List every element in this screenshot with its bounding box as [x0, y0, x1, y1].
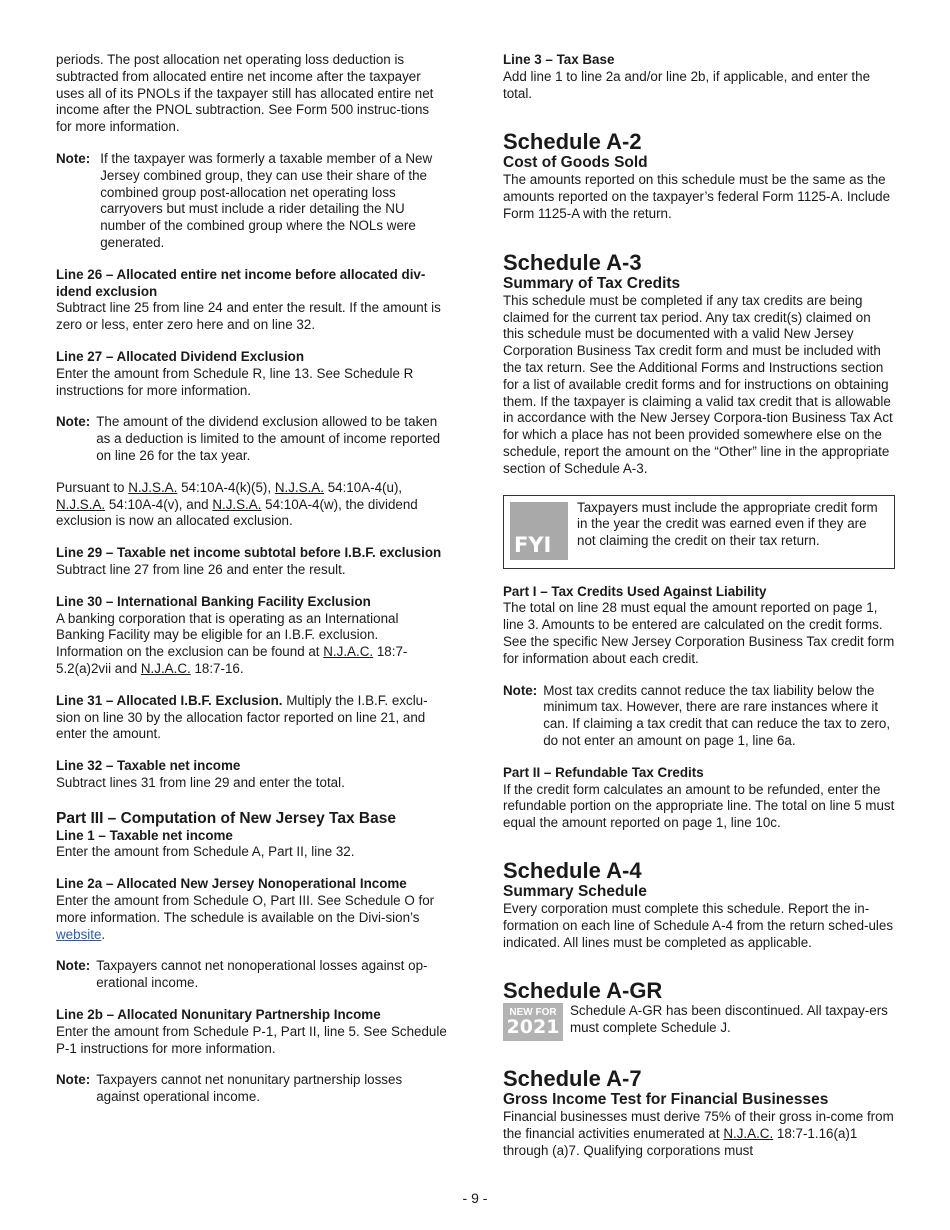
pursuant-paragraph	[56, 480, 448, 530]
schedule-a4-subtitle: Summary Schedule	[503, 882, 647, 900]
line-26-text: Subtract line 25 from line 24 and enter the result. If the amount is zero or less, enter zero here and on line 32.	[56, 300, 441, 333]
line-29-text: Subtract line 27 from line 26 and enter the result.	[56, 561, 346, 577]
schedule-a4-section	[503, 859, 895, 951]
schedule-a7-title: Schedule A-7	[503, 1066, 642, 1092]
part-1-heading: Part I – Tax Credits Used Against Liability	[503, 583, 767, 599]
text-run: 54:10A-4(w), the dividend exclusion is now an allocated exclusion.	[56, 496, 418, 529]
text-run: Enter the amount from Schedule O, Part III. See Schedule O for more information. The schedule is available on the Divi-sion’s	[56, 893, 435, 925]
note-nonunitary-losses	[56, 1072, 448, 1106]
text-run: Financial businesses must derive 75% of their gross in-come from the financial activities enumerated at	[503, 1109, 894, 1142]
note-text: Taxpayers cannot net nonoperational losses against op-erational income.	[96, 958, 428, 991]
note-dividend-exclusion	[56, 414, 448, 464]
fyi-callout-box	[503, 495, 895, 569]
line-27-section	[56, 349, 448, 399]
schedule-a7-text	[503, 1109, 895, 1159]
badge-top-text: NEW FOR	[509, 1006, 557, 1018]
schedule-a4-text: Every corporation must complete this schedule. Report the in-formation on each line of Schedule A-4 from the return sched-ules indicated. All lines must be completed as applicable.	[503, 900, 894, 950]
line-32-heading: Line 32 – Taxable net income	[56, 758, 241, 774]
line-30-heading: Line 30 – International Banking Facility Exclusion	[56, 593, 371, 609]
note-label: Note:	[56, 150, 91, 166]
line-27-text: Enter the amount from Schedule R, line 13. See Schedule R instructions for more information.	[56, 365, 414, 398]
left-column	[56, 52, 448, 1121]
code-reference: N.J.A.C.	[723, 1126, 774, 1142]
schedule-a2-section	[503, 130, 895, 222]
statute-reference: N.J.S.A.	[128, 479, 178, 495]
line-31-section	[56, 693, 448, 743]
line-3-heading: Line 3 – Tax Base	[503, 52, 615, 67]
note-label: Note:	[503, 682, 538, 698]
line-2b-section	[56, 1007, 448, 1057]
line-3-text: Add line 1 to line 2a and/or line 2b, if applicable, and enter the total.	[503, 68, 871, 101]
text-run: 18:7-16.	[190, 660, 244, 676]
part-2-heading: Part II – Refundable Tax Credits	[503, 764, 704, 780]
schedule-agr-text: Schedule A-GR has been discontinued. All taxpay-ers must complete Schedule J.	[570, 1003, 888, 1036]
schedule-agr-title: Schedule A-GR	[503, 978, 663, 1004]
note-text: The amount of the dividend exclusion allowed to be taken as a deduction is limited to the amount of income reported on line 26 for the tax year.	[96, 414, 441, 463]
line-32-section	[56, 758, 448, 792]
agr-notice-row	[503, 1003, 895, 1041]
line-2a-section	[56, 876, 448, 943]
website-link[interactable]: website	[56, 926, 102, 942]
statute-reference: N.J.S.A.	[212, 496, 262, 512]
line-1-text: Enter the amount from Schedule A, Part II, line 32.	[56, 844, 355, 860]
badge-year-text: 2021	[506, 1015, 560, 1038]
line-26-heading: Line 26 – Allocated entire net income before allocated div-idend exclusion	[56, 266, 426, 299]
part-1-text: The total on line 28 must equal the amount reported on page 1, line 3. Amounts to be entered are calculated on the credit forms. See the specific New Jersey Corporation Business Tax credit form for information about each credit.	[503, 600, 895, 666]
schedule-a3-text: This schedule must be completed if any tax credits are being claimed for the current tax period. Any tax credit(s) claimed on this schedule must be documented with a valid New Jersey Corporation Business Tax credit form and must be included with the tax return. See the Additional Forms and Instructions section for a list of available credit forms and for instructions on obtaining them. If the taxpayer is claiming a valid tax credit that is allowable in accordance with the New Jersey Corpora-tion Business Tax Act for which a place has not been provided somewhere else on the schedule, report the amount on the “Other” line in the appropriate section of Schedule A-3.	[503, 292, 893, 476]
line-30-text	[56, 611, 448, 678]
line-27-heading: Line 27 – Allocated Dividend Exclusion	[56, 348, 305, 364]
line-2a-heading: Line 2a – Allocated New Jersey Nonoperational Income	[56, 876, 407, 892]
fyi-icon	[510, 502, 568, 560]
code-reference: N.J.A.C.	[323, 644, 374, 660]
note-nonoperational-losses	[56, 958, 448, 992]
line-2a-text	[56, 893, 448, 943]
note-text: Taxpayers cannot net nonunitary partnership losses against operational income.	[96, 1072, 403, 1105]
part-3-heading: Part III – Computation of New Jersey Tax Base	[56, 809, 396, 827]
schedule-a2-title: Schedule A-2	[503, 129, 642, 155]
part-1-section	[503, 584, 895, 668]
part-2-section	[503, 765, 895, 832]
note-label: Note:	[56, 414, 91, 430]
note-former-combined-member	[56, 151, 448, 252]
line-31-heading: Line 31 – Allocated I.B.F. Exclusion.	[56, 692, 283, 708]
statute-reference: N.J.S.A.	[56, 496, 106, 512]
code-reference: N.J.A.C.	[140, 660, 191, 676]
schedule-a3-section	[503, 251, 895, 478]
fyi-text: Taxpayers must include the appropriate credit form in the year the credit was earned even if they are not claiming the credit on their tax return.	[577, 499, 878, 549]
schedule-a2-text: The amounts reported on this schedule must be the same as the amounts reported on the taxpayer’s federal Form 1125-A. Include Form 1125-A with the return.	[503, 172, 891, 221]
line-2b-heading: Line 2b – Allocated Nonunitary Partnership Income	[56, 1007, 381, 1023]
note-label: Note:	[56, 958, 91, 974]
line-3-section	[503, 52, 895, 102]
part-2-text: If the credit form calculates an amount to be refunded, enter the refundable portion on the appropriate line. The total on line 5 must equal the amount reported on page 1, line 10c.	[503, 781, 895, 831]
line-32-text: Subtract lines 31 from line 29 and enter the total.	[56, 774, 345, 790]
line-1-heading: Line 1 – Taxable net income	[56, 827, 233, 843]
line-26-section	[56, 267, 448, 334]
schedule-a2-subtitle: Cost of Goods Sold	[503, 154, 648, 172]
line-29-heading: Line 29 – Taxable net income subtotal before I.B.F. exclusion	[56, 545, 442, 561]
part-3-section	[56, 810, 448, 862]
page-number: - 9 -	[462, 1190, 488, 1206]
note-text: If the taxpayer was formerly a taxable member of a New Jersey combined group, they can use their share of the combined group post-allocation net operating loss carryovers but must include a rider detailing the NU number of the combined group where the NOLs were generated.	[100, 150, 433, 250]
text-run: 18:7-5.2(a)2vii and	[56, 644, 408, 676]
new-for-2021-icon	[503, 1003, 563, 1041]
text-run: 54:10A-4(u),	[323, 479, 403, 495]
schedule-a4-title: Schedule A-4	[503, 857, 642, 883]
text-run: .	[101, 926, 106, 942]
note-label: Note:	[56, 1072, 91, 1088]
note-text: Most tax credits cannot reduce the tax liability below the minimum tax. However, there are rare instances where it can. If claiming a tax credit that can reduce the tax to zero, do not enter an amount on page 1, line 6a.	[543, 682, 891, 748]
fyi-badge-label: FYI	[514, 532, 552, 557]
schedule-a7-subtitle: Gross Income Test for Financial Businesses	[503, 1091, 829, 1109]
text-run: 54:10A-4(v), and	[105, 496, 213, 512]
text-run: 54:10A-4(k)(5),	[177, 479, 275, 495]
right-column	[503, 52, 895, 1175]
statute-reference: N.J.S.A.	[274, 479, 324, 495]
text-run: A banking corporation that is operating as an International Banking Facility may be eligible for an I.B.F. exclusion. Information on the exclusion can be found at	[56, 610, 399, 660]
note-minimum-tax	[503, 683, 895, 750]
schedule-a7-section	[503, 1067, 895, 1159]
line-29-section	[56, 545, 448, 579]
text-run: Pursuant to	[56, 479, 129, 495]
schedule-a3-subtitle: Summary of Tax Credits	[503, 274, 681, 292]
line-31-text: Multiply the I.B.F. exclu-sion on line 30 by the allocation factor reported on line 21, and enter the amount.	[56, 692, 428, 742]
intro-paragraph: periods. The post allocation net operating loss deduction is subtracted from allocated entire net income after the taxpayer uses all of its PNOLs if the taxpayer still has allocated entire net income after the PNOL subtraction. See Form 500 instruc-tions for more information.	[56, 52, 434, 135]
line-30-section	[56, 594, 448, 678]
schedule-agr-section	[503, 979, 895, 1041]
schedule-a3-title: Schedule A-3	[503, 249, 642, 275]
line-2b-text: Enter the amount from Schedule P-1, Part II, line 5. See Schedule P-1 instructions for more information.	[56, 1023, 447, 1056]
text-run: 18:7-1.16(a)1 through (a)7. Qualifying corporations must	[503, 1126, 858, 1158]
